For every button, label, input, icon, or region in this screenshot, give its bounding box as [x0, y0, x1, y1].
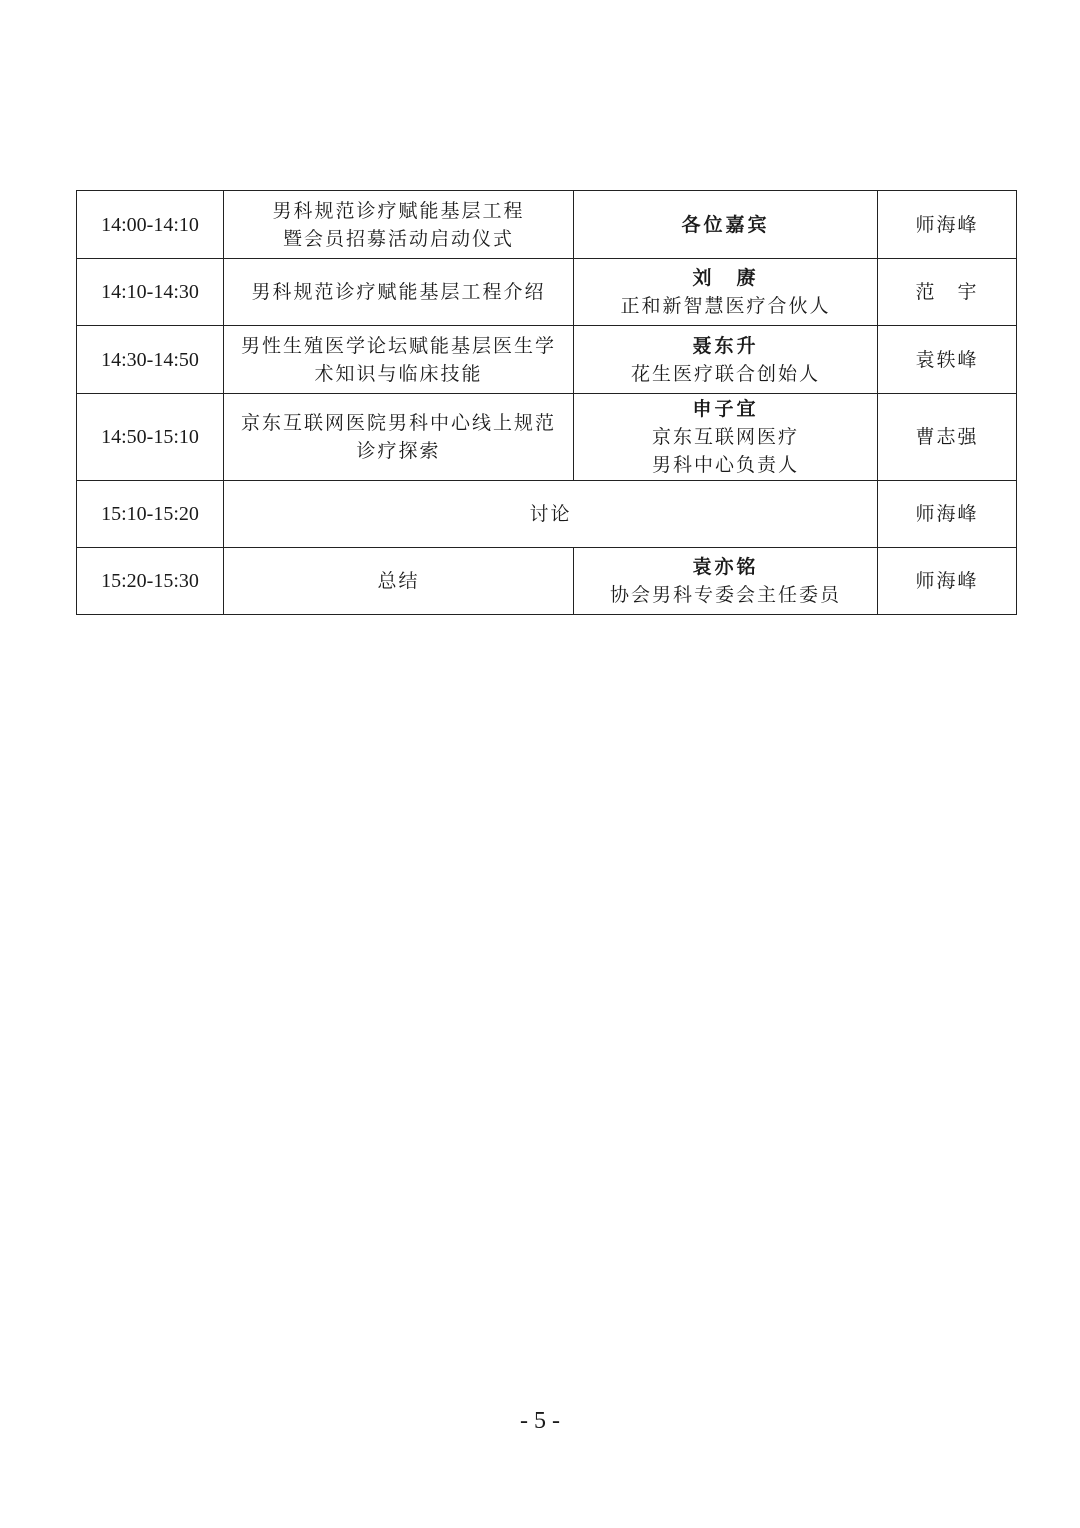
speaker-cell: [574, 394, 878, 481]
topic-cell: [224, 394, 574, 481]
speaker-cell: [574, 259, 878, 326]
topic-cell: [224, 548, 574, 615]
host-cell: 袁轶峰: [878, 326, 1017, 394]
table-row: [77, 326, 1017, 394]
speaker-title: 正和新智慧医疗合伙人: [620, 295, 831, 317]
table-row: [77, 548, 1017, 615]
speaker-name: 袁亦铭: [692, 556, 759, 578]
topic-cell: [224, 326, 574, 394]
host-cell: 曹志强: [878, 394, 1017, 481]
topic-line: 暨会员招募活动启动仪式: [282, 227, 514, 250]
time-cell: 15:10-15:20: [77, 481, 224, 548]
speaker-cell: [574, 191, 878, 259]
speaker-title: 协会男科专委会主任委员: [609, 584, 841, 606]
topic-cell: [224, 191, 574, 259]
time-cell: 14:30-14:50: [77, 326, 224, 394]
topic-line: 男科规范诊疗赋能基层工程: [272, 199, 525, 222]
speaker-name: 各位嘉宾: [681, 213, 770, 236]
host-cell: 师海峰: [878, 191, 1017, 259]
topic-line: 京东互联网医院男科中心线上规范: [240, 412, 556, 434]
topic-line: 总结: [377, 570, 420, 592]
discussion-cell: 讨论: [224, 481, 878, 548]
speaker-title: 男科中心负责人: [651, 454, 799, 476]
table-row: [77, 191, 1017, 259]
speaker-title: 花生医疗联合创始人: [630, 362, 820, 385]
table-row: [77, 394, 1017, 481]
speaker-name: 申子宜: [692, 398, 759, 420]
page-number: - 5 -: [520, 1408, 560, 1434]
time-cell: 14:50-15:10: [77, 394, 224, 481]
topic-cell: [224, 259, 574, 326]
topic-line: 诊疗探索: [356, 440, 441, 462]
topic-line: 术知识与临床技能: [314, 362, 483, 385]
table-row: [77, 481, 1017, 548]
host-cell: 范 宇: [878, 259, 1017, 326]
time-cell: 14:10-14:30: [77, 259, 224, 326]
host-cell: 师海峰: [878, 481, 1017, 548]
topic-line: 男性生殖医学论坛赋能基层医生学: [240, 334, 556, 357]
table-row: [77, 259, 1017, 326]
speaker-title: 京东互联网医疗: [651, 426, 799, 448]
time-cell: 15:20-15:30: [77, 548, 224, 615]
speaker-cell: [574, 326, 878, 394]
schedule-table: [76, 190, 1017, 615]
speaker-name: 聂东升: [692, 334, 759, 357]
speaker-cell: [574, 548, 878, 615]
topic-line: 男科规范诊疗赋能基层工程介绍: [251, 281, 546, 303]
time-cell: 14:00-14:10: [77, 191, 224, 259]
speaker-name: 刘 赓: [692, 267, 759, 289]
host-cell: 师海峰: [878, 548, 1017, 615]
